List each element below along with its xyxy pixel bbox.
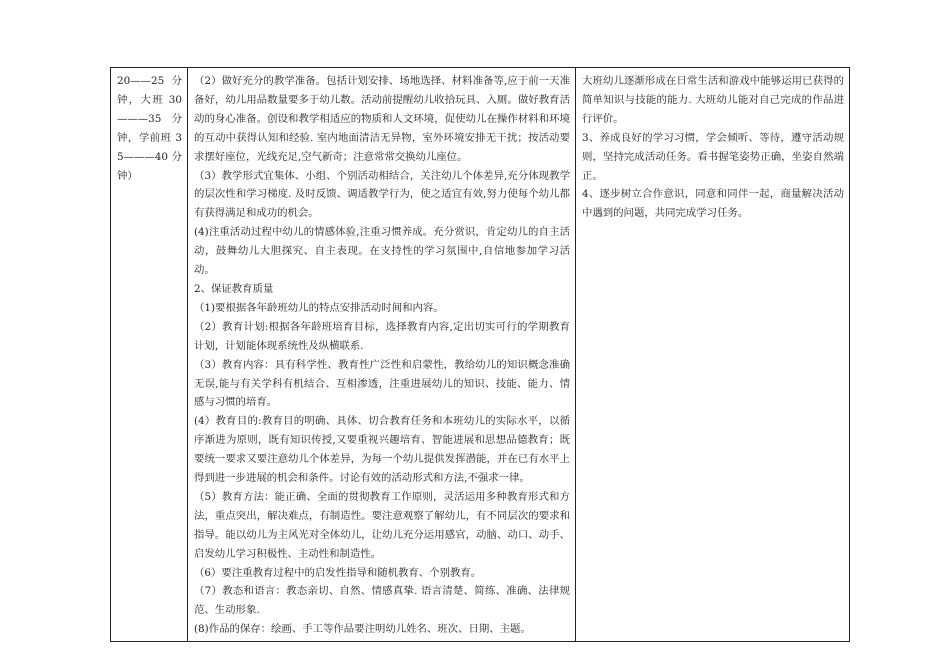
paragraph: （6）要注重教育过程中的启发性指导和随机教育、个别教育。	[194, 566, 482, 579]
paragraph: 大班幼儿逐渐形成在日常生活和游戏中能够运用已获得的简单知识与技能的能力. 大班幼儿能对自己完成的作品进行评价。	[582, 75, 844, 125]
paragraph: （3）教育内容：具有科学性、教育性广泛性和启蒙性，教给幼儿的知识概念准确无误,能与有关学科有机结合、互相渗透，注重进展幼儿的知识、技能、能力、情感与习惯的培育。	[194, 358, 570, 409]
time-allotment-cell	[111, 68, 188, 642]
table-row	[111, 68, 850, 642]
paragraph: 4、逐步树立合作意识，同意和同伴一起，商量解决活动中遇到的问题，共同完成学习任务。	[582, 188, 844, 220]
section-heading: 2、保证教育质量	[194, 282, 274, 295]
paragraph: （7）教态和语言：教态亲切、自然、情感真挚. 语言清楚、简练、准确、法律规范、生动形象.	[194, 585, 570, 617]
paragraph: (4）教育目的:教育目的明确、具体、切合教育任务和本班幼儿的实际水平，以循序渐进为原则，既有知识传授,又要重视兴趣培育、智能进展和思想品德教育；既要统一要求又要注意幼儿个体差异，为每一个幼儿提供发挥潜能，并在已有水平上得到进一步进展的机会和条件。讨论有效的活动形式和方法,不强求一律。	[194, 415, 570, 485]
teaching-requirements-table	[110, 67, 850, 642]
paragraph: （3）教学形式宜集体、小组、个别活动相结合，关注幼儿个体差异,充分体现教学的层次性和学习梯度. 及时反馈、调适教学行为，使之适宜有效,努力使每个幼儿都有获得满足和成功的机会。	[194, 169, 570, 220]
paragraph: (4)注重活动过程中幼儿的情感体验,注重习惯养成。充分赏识，肯定幼儿的自主活动，鼓舞幼儿大胆探究、自主表现。在支持性的学习氛围中,自信地参加学习活动。	[194, 226, 570, 277]
learning-goals-cell	[576, 68, 850, 642]
paragraph: （1)要根据各年龄班幼儿的特点安排活动时间和内容。	[194, 301, 444, 314]
paragraph: (8)作品的保存：绘画、手工等作品要注明幼儿姓名、班次、日期、主题。	[194, 623, 531, 636]
paragraph: 3、养成良好的学习习惯，学会倾听、等待，遵守活动规则，坚持完成活动任务。看书握笔姿势正确，坐姿自然端正。	[582, 131, 844, 182]
paragraph: （5）教育方法：能正确、全面的贯彻教育工作原则，灵活运用多种教育形式和方法，重点突出，解决难点，有制造性。要注意观察了解幼儿，有不同层次的要求和指导。能以幼儿为主风光对全体幼儿，让幼儿充分运用感官，动脑、动口、动手、启发幼儿学习积极性、主动性和制造性。	[194, 490, 570, 560]
time-allotment-text: 20——25分钟，大班 30———35分钟，学前班 35———40分钟）	[117, 75, 182, 182]
teaching-requirements-cell	[188, 68, 576, 642]
paragraph: （2）做好充分的教学准备。包括计划安排、场地选择、材料准备等,应于前一天准备好，幼儿用品数量要多于幼儿数。活动前提醒幼儿收拾玩具、入厕。做好教育活动的身心准备。创设和教学相适应的物质和人文环境，促使幼儿在操作材料和环境的互动中获得认知和经验. 室内地面清洁无异物，室外环境安排无干扰；按活动要求摆好座位，光线充足,空气新奇；注意常常交换幼儿座位。	[194, 75, 570, 163]
paragraph: （2）教育计划:根据各年龄班培育目标，选择教育内容,定出切实可行的学期教育计划，计划能体现系统性及纵横联系.	[194, 320, 570, 352]
